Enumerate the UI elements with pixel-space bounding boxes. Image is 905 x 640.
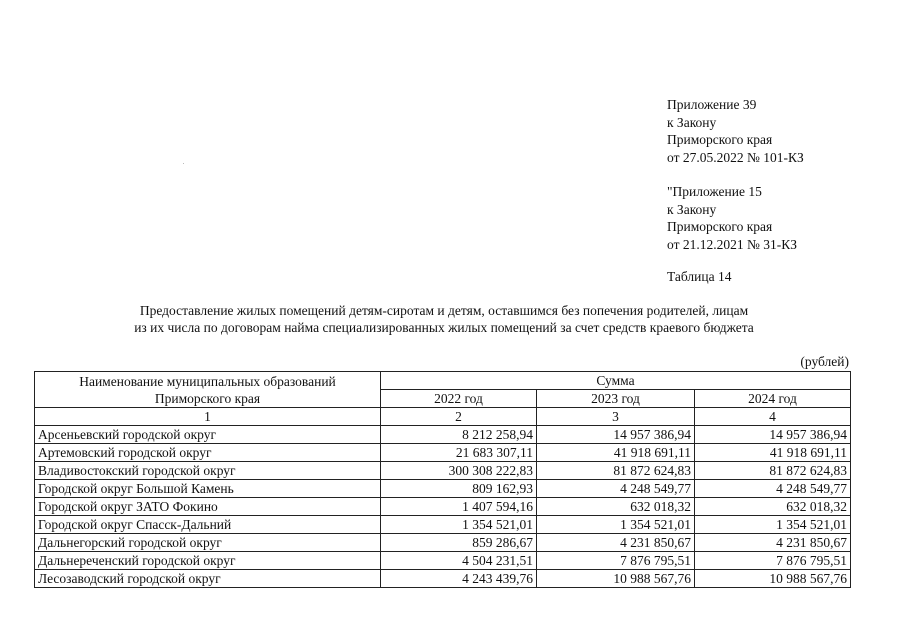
sum-2023: 10 988 567,76 bbox=[537, 570, 695, 588]
annex-line: Приморского края bbox=[667, 219, 773, 234]
annex-line: Приморского края bbox=[667, 132, 773, 147]
table-row bbox=[35, 516, 851, 534]
header-year: 2022 год bbox=[381, 390, 537, 408]
annex-line: от 21.12.2021 № 31-КЗ bbox=[667, 236, 797, 252]
sum-2023: 7 876 795,51 bbox=[537, 552, 695, 570]
scan-speck bbox=[183, 163, 184, 164]
municipality-name: Владивостокский городской округ bbox=[35, 462, 381, 480]
municipality-name: Дальнегорский городской округ bbox=[35, 534, 381, 552]
original-annex-header bbox=[667, 183, 797, 253]
sum-2023: 41 918 691,11 bbox=[537, 444, 695, 462]
table-row bbox=[35, 462, 851, 480]
sum-2024: 4 231 850,67 bbox=[695, 534, 851, 552]
sum-2024: 7 876 795,51 bbox=[695, 552, 851, 570]
units-label: (рублей) bbox=[800, 354, 849, 369]
annex-line: Приложение 39 bbox=[667, 97, 757, 112]
budget-table bbox=[34, 371, 851, 588]
table-row bbox=[35, 498, 851, 516]
annex-line: от 27.05.2022 № 101-КЗ bbox=[667, 149, 804, 165]
sum-2022: 1 354 521,01 bbox=[381, 516, 537, 534]
header-year: 2024 год bbox=[695, 390, 851, 408]
municipality-name: Городской округ ЗАТО Фокино bbox=[35, 498, 381, 516]
municipality-name: Артемовский городской округ bbox=[35, 444, 381, 462]
sum-2022: 300 308 222,83 bbox=[381, 462, 537, 480]
municipality-name: Лесозаводский городской округ bbox=[35, 570, 381, 588]
sum-2023: 81 872 624,83 bbox=[537, 462, 695, 480]
sum-2022: 8 212 258,94 bbox=[381, 426, 537, 444]
column-index: 2 bbox=[381, 408, 537, 426]
sum-2024: 4 248 549,77 bbox=[695, 480, 851, 498]
header-name: Наименование муниципальных образований Приморского края bbox=[35, 372, 381, 408]
sum-2024: 1 354 521,01 bbox=[695, 516, 851, 534]
table-row bbox=[35, 480, 851, 498]
header-year: 2023 год bbox=[537, 390, 695, 408]
sum-2024: 81 872 624,83 bbox=[695, 462, 851, 480]
sum-2023: 632 018,32 bbox=[537, 498, 695, 516]
annex-line: к Закону bbox=[667, 114, 717, 130]
sum-2022: 21 683 307,11 bbox=[381, 444, 537, 462]
annex-line: "Приложение 15 bbox=[667, 184, 762, 199]
title-line: из их числа по договорам найма специализированных жилых помещений за счет средств краевого бюджета bbox=[134, 320, 754, 335]
annex-line: к Закону bbox=[667, 201, 717, 217]
sum-2022: 4 504 231,51 bbox=[381, 552, 537, 570]
table-label: Таблица 14 bbox=[667, 269, 732, 284]
sum-2022: 1 407 594,16 bbox=[381, 498, 537, 516]
municipality-name: Городской округ Спасск-Дальний bbox=[35, 516, 381, 534]
table-row bbox=[35, 570, 851, 588]
municipality-name: Арсеньевский городской округ bbox=[35, 426, 381, 444]
sum-2024: 632 018,32 bbox=[695, 498, 851, 516]
sum-2023: 1 354 521,01 bbox=[537, 516, 695, 534]
table-row bbox=[35, 444, 851, 462]
sum-2023: 14 957 386,94 bbox=[537, 426, 695, 444]
annex-header bbox=[667, 96, 804, 166]
table-row bbox=[35, 426, 851, 444]
sum-2022: 859 286,67 bbox=[381, 534, 537, 552]
sum-2024: 41 918 691,11 bbox=[695, 444, 851, 462]
sum-2024: 10 988 567,76 bbox=[695, 570, 851, 588]
table-row bbox=[35, 552, 851, 570]
column-index: 4 bbox=[695, 408, 851, 426]
sum-2024: 14 957 386,94 bbox=[695, 426, 851, 444]
municipality-name: Городской округ Большой Камень bbox=[35, 480, 381, 498]
sum-2022: 809 162,93 bbox=[381, 480, 537, 498]
document-title bbox=[40, 302, 848, 336]
header-sum: Сумма bbox=[381, 372, 851, 390]
municipality-name: Дальнереченский городской округ bbox=[35, 552, 381, 570]
header-row bbox=[35, 372, 851, 390]
table-row bbox=[35, 534, 851, 552]
sum-2023: 4 231 850,67 bbox=[537, 534, 695, 552]
sum-2023: 4 248 549,77 bbox=[537, 480, 695, 498]
column-index: 3 bbox=[537, 408, 695, 426]
column-index-row bbox=[35, 408, 851, 426]
sum-2022: 4 243 439,76 bbox=[381, 570, 537, 588]
column-index: 1 bbox=[35, 408, 381, 426]
title-line: Предоставление жилых помещений детям-сиротам и детям, оставшимся без попечения родителей, лицам bbox=[139, 303, 749, 318]
